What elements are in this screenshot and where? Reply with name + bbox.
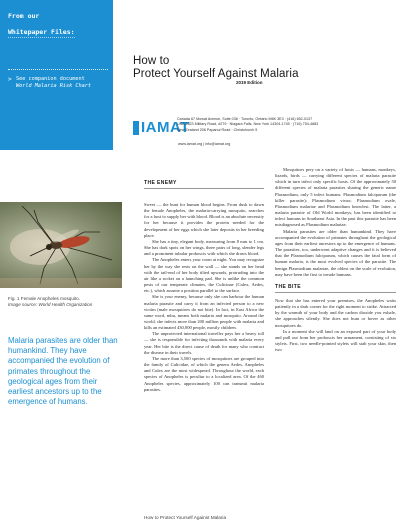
banner-from-label: From our [8,12,40,20]
title-line-1: How to [133,55,170,67]
enemy-paragraph: The unprotected international traveller pays her a heavy toll — she is responsible for infecting thousands with malaria every year. Her bite is the direct cause of death for many who contract the disease in their travels. [144,331,264,355]
page-footer: How to Protect Yourself Against Malaria [144,515,227,520]
logo-mark-icon [133,121,139,135]
contact-web-link[interactable]: www.iamat.org | info@iamat.org [178,142,231,146]
bite-paragraph: Now that she has entered your premises, the Anopheles waits patiently in a dark corner for the right moment to strike. Attracted by the warmth of your body and the carbon dioxide you exhale, she approaches silently. She does not hum or hover as other mosquitoes do. [275,297,396,328]
enemy-paragraph: She has a tiny, elegant body, measuring from 8 mm to 1 cm. She has dark spots on her wings, three pairs of long, slender legs and a prominent tubular proboscis with which she draws blood. [144,238,264,257]
companion-link-title: World Malaria Risk Chart [16,83,91,89]
companion-document-link[interactable] [8,76,113,90]
caption-text: Fig. 1 Female Anopheles mosquito. [8,296,81,301]
enemy-paragraph: Malaria parasites are older than humankind. They have accompanied the evolution of primates throughout the geological ages from their earliest ancestors up to the emergence of humans. The parasites, too, underwent adaptive changes and it is believed that the Plasmodium falciparum, which causes the fatal form of human malaria, is the most evolved species of the parasite. The benign Plasmodium malariae, the oldest on the scale of evolution, may have been the first to invade humans. [275,228,396,277]
logo-text: IAMAT [141,119,190,136]
contact-addresses [177,117,387,133]
enemy-paragraph: Sweet — the hunt for human blood begins. From dusk to dawn the female Anopheles, the malaria-carrying mosquito, searches for a host to supply her with blood. Blood is an absolute necessity for her because it provides the protein needed for the development of her eggs which she later deposits in her breeding place. [144,202,264,238]
article-column-2 [275,167,396,353]
companion-link-text [16,76,91,90]
enemy-paragraph: Mosquitoes prey on a variety of hosts — humans, monkeys, lizards, birds — carrying different species of malaria parasite which in turn infect only specific hosts. Of the approximately 50 different species of malaria parasites sharing the generic name Plasmodium, only 5 infect humans: Plasmodium falciparum (the killer parasite); Plasmodium vivax; Plasmodium ovale, Plasmodium malariae and Plasmodium knowlesi. The latter, a malaria parasite of Old World monkeys, has been identified to infect humans in Southeast Asia. In the past this parasite has been misdiagnosed as Plasmodium malariae. [275,167,396,228]
section-heading-enemy: THE ENEMY [144,180,264,189]
whitepaper-files-link[interactable]: Whitepaper Files: [8,28,75,36]
document-title [133,55,299,81]
title-line-2: Protect Yourself Against Malaria [133,68,299,80]
edition-label: 2019 Edition [236,80,263,85]
section-heading-bite: THE BITE [275,284,396,293]
companion-link-label: See companion document [16,76,85,82]
whitepaper-banner [0,0,113,150]
pull-quote: Malaria parasites are older than humankind. They have accompanied the evolution of primates throughout the geological ages from their earliest ancestors up to the emergence of humans. [8,336,118,407]
enemy-paragraph: The Anopheles enters your room at night. You may recognize her by the way she rests on the wall — she stands on her head with the tail-end of her body tilted upwards, protruding into the air like a rocket on a launching pad. She is unlike the common pests of our temperate climates, the Culicinae (Culex, Aedes, etc.), which assume a position parallel to the surface. [144,257,264,294]
enemy-paragraph: She is your enemy, because only she can harbour the human malaria parasite and carry it from an infected person to a new victim (male mosquitoes do not bite). In fact, in East Africa the same word, mbu, means both malaria and mosquito. Around the world, she infects more than 200 million people with malaria and kills an estimated 430,000 people, mostly children. [144,294,264,331]
mosquito-photo [0,202,122,288]
contact-nz: New Zealand 206 Papanui Road · Christchurch 5 [177,127,258,132]
article-column-1 [144,202,264,393]
mosquito-illustration [0,202,122,288]
enemy-paragraph: The more than 3,500 species of mosquitoes are grouped into the family of Culicidae, of which the genera Aedes, Anopheles and Culex are the most widespread. Throughout the world, each species of Anopheles is peculiar to a localized area. Of the 460 Anopheles species, approximately 100 can transmit malaria parasites. [144,355,264,392]
caption-credit: Image source: World Health Organization [8,302,93,307]
banner-divider [8,69,108,70]
arrow-right-icon: > [8,76,12,83]
photo-caption [8,296,120,308]
contact-canada: Canada 67 Mowat Avenue, Suite 036 · Toronto, Ontario M6K 3E3 · (416) 652-0137 [177,117,313,121]
bite-paragraph: In a moment she will land on an exposed part of your body and pull out from her proboscis her armament, consisting of six stylets. First, two needle-pointed stylets will stab your skin, then two [275,328,396,353]
contact-usa: USA 1623 Military Road, #279 · Niagara Falls, New York 14304-1745 · (716) 754-4883 [177,122,319,127]
